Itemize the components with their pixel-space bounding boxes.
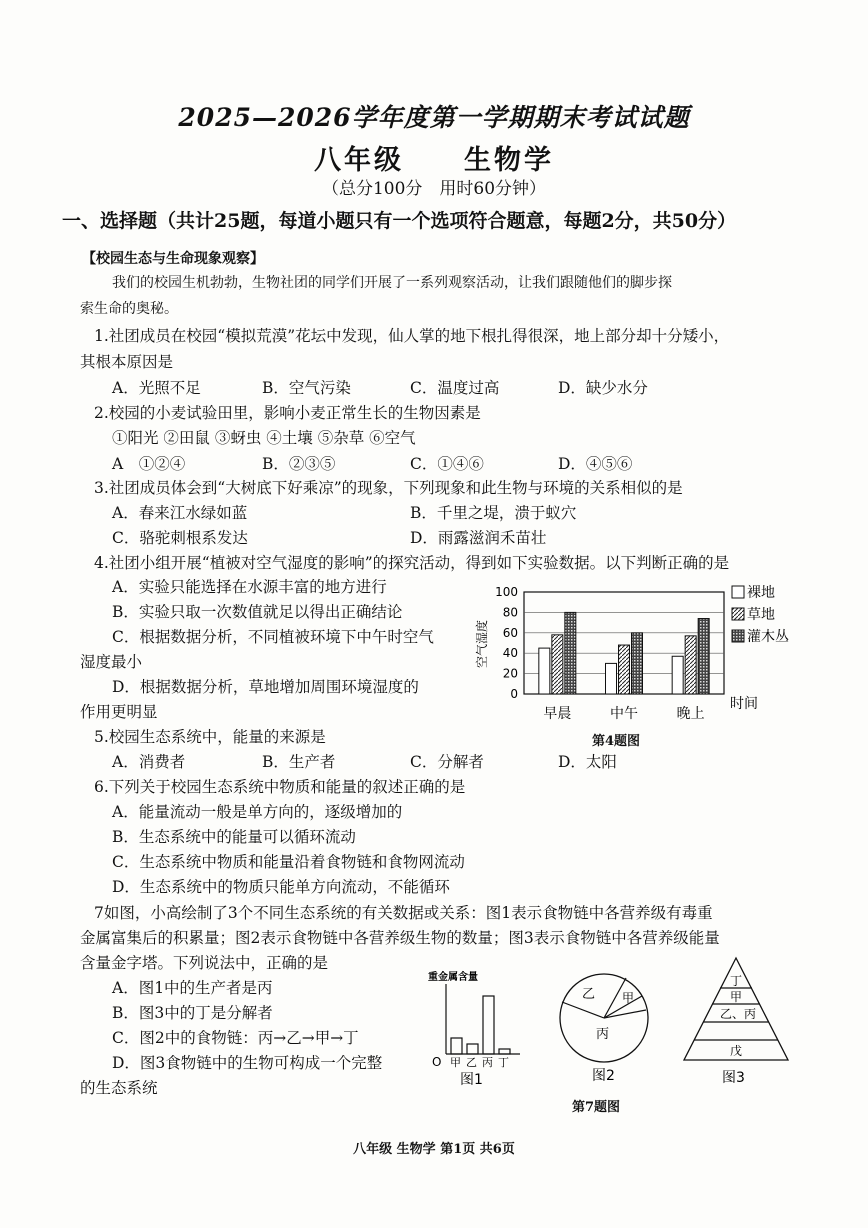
section-subtitle: 【校园生态与生命现象观察】 [82,251,264,267]
chart-bar [672,656,683,694]
fig1-label-jia: 甲 [450,1056,461,1069]
chart-y-tick: 0 [510,687,518,701]
q1-stem-2: 其根本原因是 [80,353,174,371]
q3-option-d: D．雨露滋润禾苗壮 [410,529,547,547]
q4-option-c-line2: 湿度最小 [80,653,143,671]
q3-stem: 3.社团成员体会到“大树底下好乘凉”的现象，下列现象和此生物与环境的关系相似的是 [94,479,683,497]
q4-option-c-line1: C．根据数据分析，不同植被环境下中午时空气 [112,628,434,646]
page-footer: 八年级 生物学 第1页 共6页 [353,1142,515,1157]
chart-x-tick: 早晨 [543,706,572,722]
q5-option-d: D．太阳 [558,753,617,771]
fig1-bar-jia [451,1038,462,1054]
chart-y-tick: 80 [502,605,518,620]
q2-option-d: D．④⑤⑥ [558,455,633,473]
chart-y-tick: 20 [502,666,518,681]
legend-swatch [732,608,744,620]
fig3-label-jia: 甲 [730,990,743,1004]
chart-bar [698,619,709,694]
chart-bar [539,648,550,694]
fig2-label-jia: 甲 [622,991,635,1005]
q4-stem: 4.社团小组开展“植被对空气湿度的影响”的探究活动，得到如下实验数据。以下判断正确的是 [94,554,730,572]
fig3-label-ding: 丁 [730,974,743,988]
q7-stem-3: 含量金字塔。下列说法中，正确的是 [80,954,329,972]
q5-option-a: A．消费者 [112,753,186,771]
q2-option-c: C．①④⑥ [410,455,484,473]
q7-figure-1 [424,968,524,1088]
chart-y-tick: 40 [502,646,518,661]
q4-bar-chart [466,576,806,736]
fig1-caption: 图1 [460,1072,483,1088]
fig1-origin: O [432,1055,442,1069]
legend-label: 草地 [747,607,775,623]
q6-option-a: A．能量流动一般是单方向的，逐级增加的 [112,803,403,821]
chart-bar [552,635,563,694]
q4-option-d-line2: 作用更明显 [80,703,158,721]
chart-bar [565,612,576,694]
q6-option-c: C．生态系统中物质和能量沿着食物链和食物网流动 [112,853,465,871]
q2-items: ①阳光 ②田鼠 ③蚜虫 ④土壤 ⑤杂草 ⑥空气 [112,429,416,447]
q1-option-b: B．空气污染 [262,379,351,397]
q7-option-a: A．图1中的生产者是丙 [112,979,273,997]
q6-option-d: D．生态系统中的物质只能单方向流动，不能循环 [112,878,450,896]
fig1-label-ding: 丁 [498,1056,509,1069]
fig3-caption: 图3 [722,1070,745,1086]
fig1-y-label: 重金属含量 [428,972,478,983]
fig1-label-yi: 乙 [466,1056,477,1069]
grade-subject: 八年级 生物学 [314,145,554,176]
q7-option-d-line1: D．图3食物链中的生物可构成一个完整 [112,1054,383,1072]
intro-line-1: 我们的校园生机勃勃，生物社团的同学们开展了一系列观察活动，让我们跟随他们的脚步探 [112,275,672,291]
intro-line-2: 索生命的奥秘。 [80,301,178,317]
q7-figure-caption: 第7题图 [572,1100,621,1115]
fig2-caption: 图2 [592,1068,615,1084]
fig3-label-wu: 戊 [730,1044,743,1058]
q2-option-a: A ①②④ [112,455,186,473]
q7-option-b: B．图3中的丁是分解者 [112,1004,273,1022]
q5-option-b: B．生产者 [262,753,336,771]
q7-figure-2 [552,968,662,1086]
q7-option-d-line2: 的生态系统 [80,1079,158,1097]
fig1-bar-bing [483,996,494,1054]
q1-option-a: A．光照不足 [112,379,201,397]
q3-option-c: C．骆驼刺根系发达 [112,529,248,547]
chart-bar [606,663,617,694]
chart-bar [685,636,696,694]
q7-option-c: C．图2中的食物链：丙→乙→甲→丁 [112,1029,359,1047]
q2-option-b: B．②③⑤ [262,455,336,473]
q7-stem-1: 7如图，小高绘制了3个不同生态系统的有关数据或关系：图1表示食物链中各营养级有毒重 [94,904,713,922]
q3-option-b: B．千里之堤，溃于蚁穴 [410,504,577,522]
q6-option-b: B．生态系统中的能量可以循环流动 [112,828,356,846]
q7-stem-2: 金属富集后的积累量；图2表示食物链中各营养级生物的数量；图3表示食物链中各营养级能量 [80,929,720,947]
legend-label: 裸地 [747,585,775,601]
chart-y-tick: 60 [502,625,518,640]
legend-label: 灌木丛 [747,629,789,645]
q4-option-d-line1: D．根据数据分析，草地增加周围环境湿度的 [112,678,419,696]
q4-option-a: A．实验只能选择在水源丰富的地方进行 [112,578,387,596]
fig3-label-yi-bing: 乙、丙 [720,1007,757,1021]
q4-figure-caption: 第4题图 [592,734,641,749]
q6-stem: 6.下列关于校园生态系统中物质和能量的叙述正确的是 [94,778,466,796]
chart-bar [619,645,630,694]
q1-option-d: D．缺少水分 [558,379,648,397]
fig2-label-bing: 丙 [596,1027,610,1042]
q4-option-b: B．实验只取一次数值就足以得出正确结论 [112,603,403,621]
legend-swatch [732,630,744,642]
chart-y-tick: 100 [495,585,518,599]
chart-bar [632,633,643,694]
fig1-bar-yi [467,1044,478,1054]
exam-title: 2025—2026学年度第一学期期末考试试题 [178,103,690,132]
q5-option-c: C．分解者 [410,753,484,771]
fig1-label-bing: 丙 [482,1056,493,1069]
fig1-bar-ding [499,1049,510,1054]
section-title: 一、选择题（共计25题，每道小题只有一个选项符合题意，每题2分，共50分） [62,210,737,232]
chart-x-tick: 晚上 [676,706,705,722]
legend-swatch [732,586,744,598]
exam-info: （总分100分 用时60分钟） [321,179,547,199]
chart-x-tick: 中午 [610,706,638,722]
q1-stem-1: 1.社团成员在校园“模拟荒漠”花坛中发现，仙人掌的地下根扎得很深，地上部分却十分矮小， [94,327,730,345]
q2-stem: 2.校园的小麦试验田里，影响小麦正常生长的生物因素是 [94,404,481,422]
q5-stem: 5.校园生态系统中，能量的来源是 [94,728,326,746]
q3-option-a: A．春来江水绿如蓝 [112,504,248,522]
q7-figure-3 [676,954,796,1088]
chart-x-label: 时间 [730,696,758,712]
q1-option-c: C．温度过高 [410,379,500,397]
chart-y-label: 空气湿度 [475,619,489,669]
fig2-label-yi: 乙 [582,987,596,1002]
